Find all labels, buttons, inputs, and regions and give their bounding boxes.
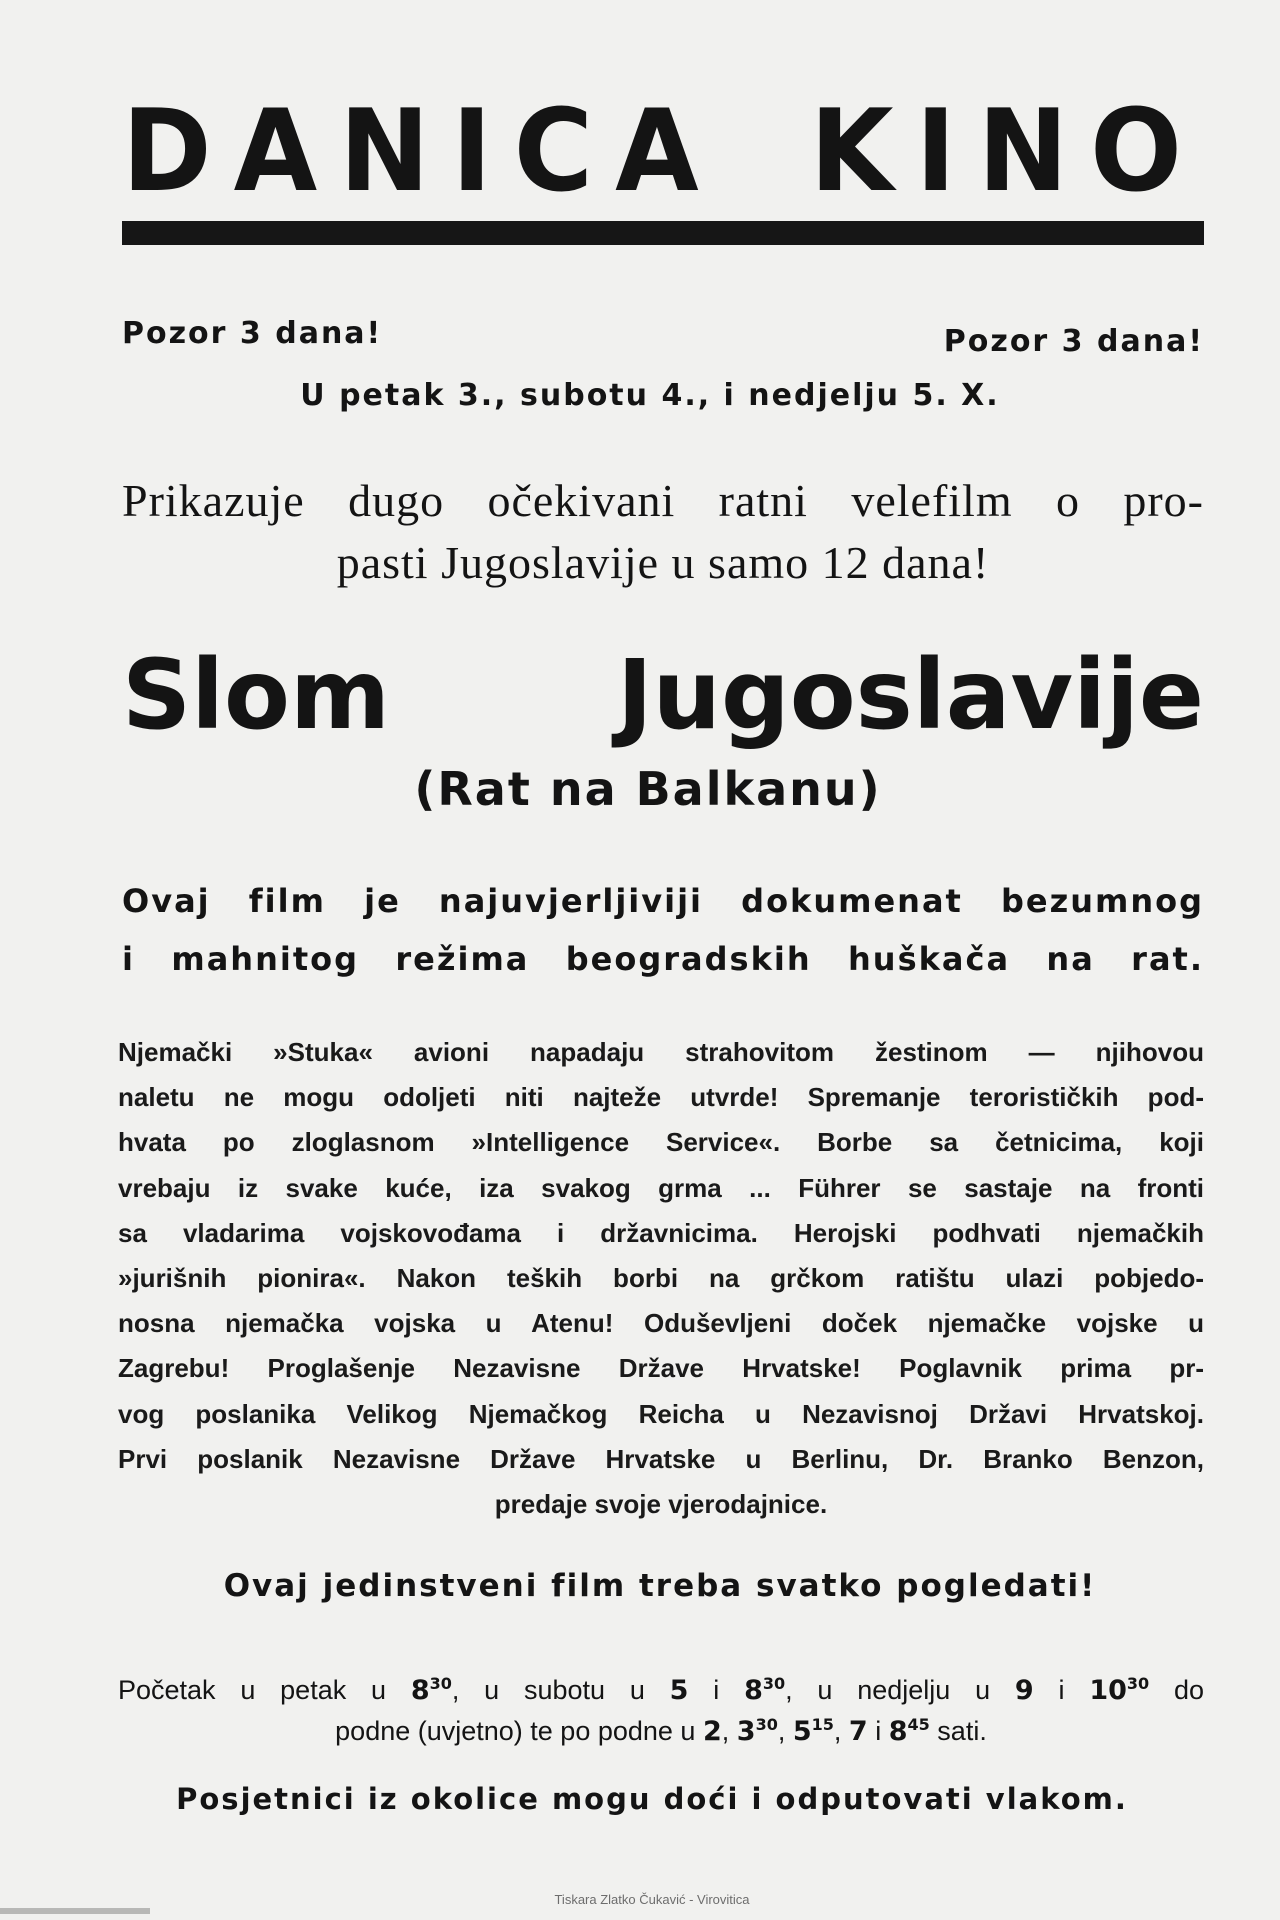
visitors-note: Posjetnici iz okolice mogu doći i odputovati vlakom.	[176, 1782, 1128, 1816]
showtime-minutes: 45	[907, 1715, 930, 1734]
screening-dates: U petak 3., subotu 4., i nedjelju 5. X.	[300, 378, 1000, 413]
showtime-hour: 8	[888, 1716, 908, 1747]
showtimes-line	[118, 1670, 1204, 1711]
showtimes-text: , u subotu u	[451, 1675, 670, 1705]
showtimes-text: ,	[833, 1716, 849, 1746]
showtime-hour: 9	[1014, 1675, 1034, 1706]
showtimes-text: i	[688, 1675, 745, 1705]
tagline-line: i mahnitog režima beogradskih huškača na rat.	[122, 940, 1204, 978]
showtime-hour: 10	[1089, 1675, 1127, 1706]
cinema-title: DANICA KINO	[122, 85, 1204, 218]
description-line: naletu ne mogu odoljeti niti najteže utvrde! Spremanje terorističkih pod-	[118, 1082, 1204, 1113]
description-line: sa vladarima vojskovođama i državnicima. Herojski podhvati njemačkih	[118, 1217, 1204, 1248]
title-rule	[122, 221, 1204, 245]
showtime-hour: 3	[736, 1716, 756, 1747]
description-line: hvata po zloglasnom »Intelligence Service«. Borbe sa četnicima, koji	[118, 1127, 1204, 1158]
showtimes	[118, 1670, 1204, 1752]
intro-text	[122, 470, 1204, 594]
description-line: vog poslanika Velikog Njemačkog Reicha u Nezavisnoj Državi Hrvatskoj.	[118, 1398, 1204, 1429]
showtimes-text: , u nedjelju u	[785, 1675, 1015, 1705]
description-line: »jurišnih pionira«. Nakon teških borbi na grčkom ratištu ulazi pobjedo-	[118, 1263, 1204, 1294]
film-subtitle: (Rat na Balkanu)	[414, 762, 882, 816]
showtimes-text: podne (uvjetno) te po podne u	[335, 1716, 703, 1746]
showtime-hour: 5	[669, 1675, 689, 1706]
description-line: Zagrebu! Proglašenje Nezavisne Države Hrvatske! Poglavnik prima pr-	[118, 1353, 1204, 1384]
showtimes-text: sati.	[929, 1716, 987, 1746]
description-line: Njemački »Stuka« avioni napadaju strahovitom žestinom — njihovou	[118, 1037, 1204, 1067]
film-title: Slom Jugoslavije	[122, 639, 1204, 751]
notice-right: Pozor 3 dana!	[943, 324, 1204, 359]
showtime-minutes: 30	[762, 1674, 786, 1693]
showtime-hour: 8	[410, 1675, 430, 1706]
tagline	[122, 872, 1204, 988]
showtimes-text: ,	[721, 1716, 737, 1746]
showtimes-text: Početak u petak u	[118, 1675, 411, 1705]
printer-imprint: Tiskara Zlatko Čukavić - Virovitica	[554, 1892, 750, 1907]
showtime-hour: 8	[744, 1675, 763, 1706]
paper-edge-mark	[0, 1908, 150, 1914]
tagline-line: Ovaj film je najuvjerljiviji dokumenat bezumnog	[122, 882, 1204, 920]
recommendation: Ovaj jedinstveni film treba svatko pogledati!	[223, 1568, 1097, 1604]
showtime-minutes: 30	[755, 1715, 778, 1734]
showtimes-text: i	[1033, 1675, 1090, 1705]
showtimes-text: do	[1149, 1675, 1204, 1705]
showtime-minutes: 30	[1126, 1674, 1150, 1693]
notice-left: Pozor 3 dana!	[122, 316, 383, 351]
showtime-hour: 2	[702, 1716, 722, 1747]
showtimes-text: ,	[777, 1716, 793, 1746]
showtime-minutes: 30	[429, 1674, 452, 1693]
showtime-hour: 7	[848, 1716, 868, 1747]
showtime-minutes: 15	[811, 1715, 834, 1734]
film-description	[118, 1030, 1204, 1527]
intro-line: pasti Jugoslavije u samo 12 dana!	[336, 537, 990, 588]
description-line: predaje svoje vjerodajnice.	[494, 1489, 828, 1520]
intro-line: Prikazuje dugo očekivani ratni velefilm o pro-	[122, 475, 1204, 526]
showtimes-line	[118, 1711, 1204, 1752]
description-line: Prvi poslanik Nezavisne Države Hrvatske u Berlinu, Dr. Branko Benzon,	[118, 1443, 1204, 1474]
description-line: nosna njemačka vojska u Atenu! Oduševljeni doček njemačke vojske u	[118, 1308, 1204, 1339]
showtimes-text: i	[867, 1716, 889, 1746]
showtime-hour: 5	[792, 1716, 812, 1747]
description-line: vrebaju iz svake kuće, iza svakog grma ... Führer se sastaje na fronti	[118, 1172, 1204, 1203]
